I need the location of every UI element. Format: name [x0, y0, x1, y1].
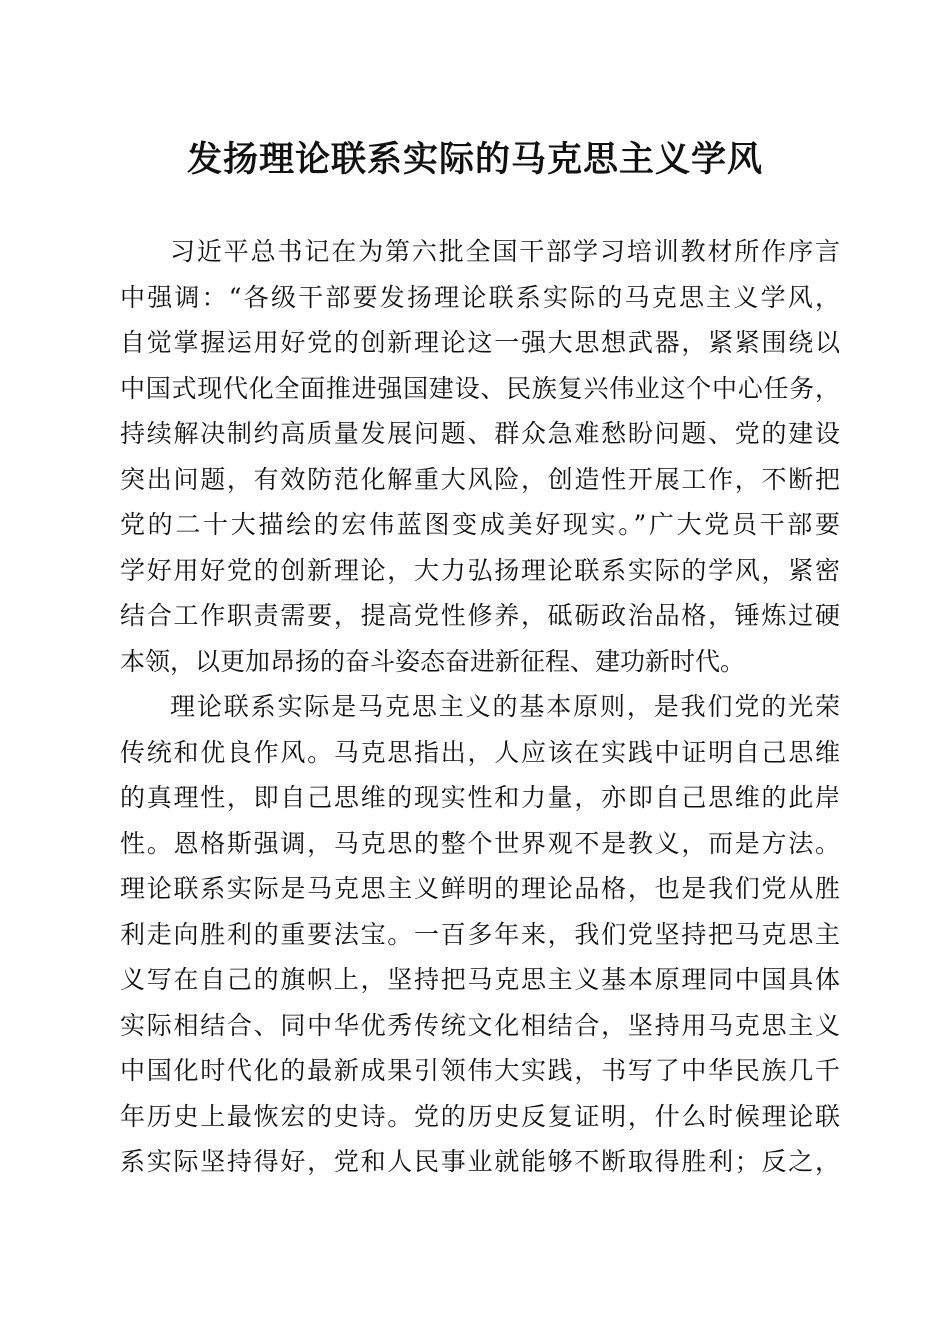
text-line: 中强调：“各级干部要发扬理论联系实际的马克思主义学风， [120, 282, 840, 312]
text-line: 实际相结合、同中华优秀传统文化相结合，坚持用马克思主义 [120, 1010, 840, 1040]
text-line: 理论联系实际是马克思主义鲜明的理论品格，也是我们党从胜 [120, 874, 840, 903]
text-line: 系实际坚持得好，党和人民事业就能够不断取得胜利；反之， [120, 1147, 840, 1176]
document-body [120, 229, 840, 1185]
text-line: 性。恩格斯强调，马克思的整个世界观不是教义，而是方法。 [120, 828, 840, 858]
paragraph-2 [120, 684, 840, 1185]
text-line: 传统和优良作风。马克思指出，人应该在实践中证明自己思维 [120, 737, 840, 767]
text-line: 中国化时代化的最新成果引领伟大实践，书写了中华民族几千 [120, 1056, 840, 1085]
text-line: 自觉掌握运用好党的创新理论这一强大思想武器，紧紧围绕以 [120, 328, 840, 357]
text-line: 理论联系实际是马克思主义的基本原则，是我们党的光荣 [170, 692, 840, 721]
text-line: 突出问题，有效防范化解重大风险，创造性开展工作，不断把 [120, 464, 840, 494]
text-line: 结合工作职责需要，提高党性修养，砥砺政治品格，锤炼过硬 [120, 601, 840, 630]
text-line: 中国式现代化全面推进强国建设、民族复兴伟业这个中心任务， [120, 373, 840, 403]
text-line: 年历史上最恢宏的史诗。党的历史反复证明，什么时候理论联 [120, 1101, 840, 1131]
text-line: 学好用好党的创新理论，大力弘扬理论联系实际的学风，紧密 [120, 555, 840, 585]
text-line: 持续解决制约高质量发展问题、群众急难愁盼问题、党的建设 [120, 419, 840, 448]
document-title: 发扬理论联系实际的马克思主义学风 [186, 139, 763, 180]
text-line: 义写在自己的旗帜上，坚持把马克思主义基本原理同中国具体 [120, 965, 840, 994]
text-line: 利走向胜利的重要法宝。一百多年来，我们党坚持把马克思主 [120, 919, 840, 949]
text-line: 习近平总书记在为第六批全国干部学习培训教材所作序言 [170, 237, 840, 266]
text-line: 的真理性，即自己思维的现实性和力量，亦即自己思维的此岸 [120, 783, 840, 812]
text-line: 本领，以更加昂扬的奋斗姿态奋进新征程、建功新时代。 [120, 646, 746, 676]
paragraph-1 [120, 229, 840, 684]
text-line: 党的二十大描绘的宏伟蓝图变成美好现实。”广大党员干部要 [120, 510, 840, 539]
